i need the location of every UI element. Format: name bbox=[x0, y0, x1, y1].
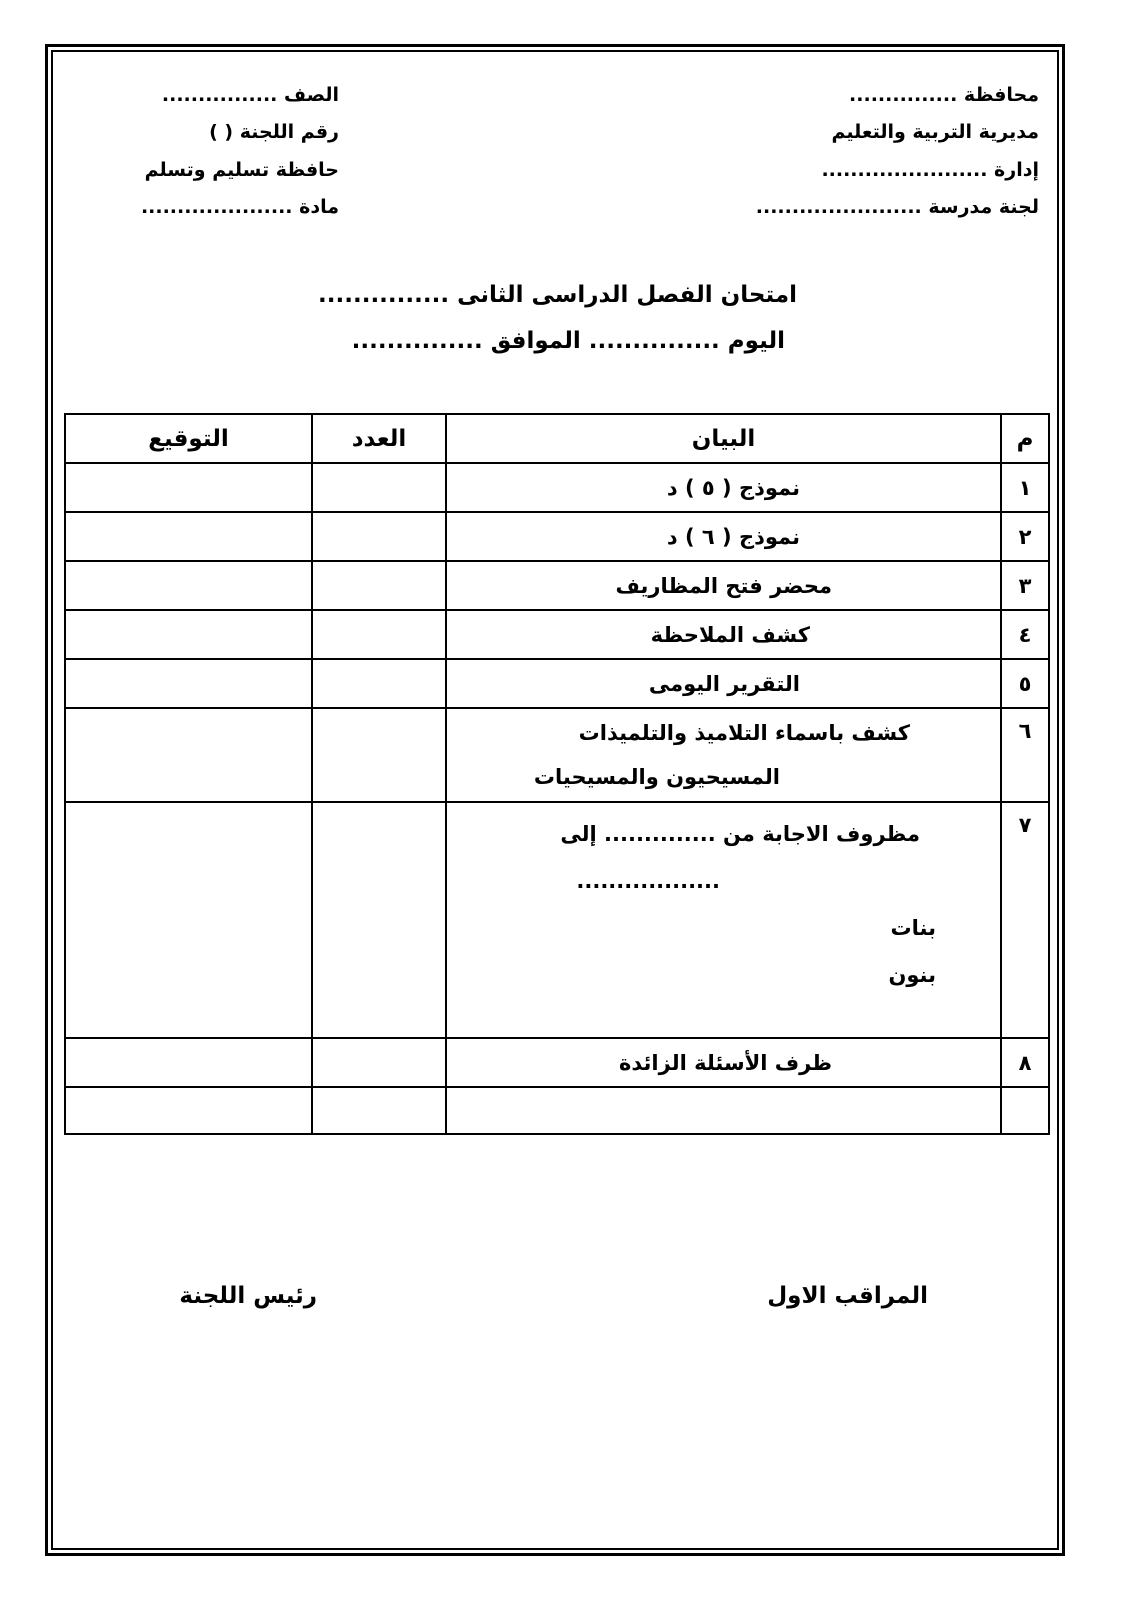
row-statement: كشف باسماء التلاميذ والتلميذات bbox=[578, 721, 910, 745]
table-row bbox=[65, 512, 1049, 561]
row-statement-cell bbox=[446, 708, 1001, 802]
header-index: م bbox=[1001, 414, 1049, 463]
row-statement-cell bbox=[446, 802, 1001, 1038]
table-row bbox=[65, 463, 1049, 512]
row-signature-cell bbox=[65, 463, 312, 512]
row-statement: محضر فتح المظاريف bbox=[446, 561, 1001, 610]
row-statement-line2: المسيحيون والمسيحيات bbox=[533, 765, 780, 789]
table-row bbox=[65, 1038, 1049, 1087]
row-count-cell bbox=[312, 708, 446, 802]
row-statement: نموذج ( ٦ ) د bbox=[446, 512, 1001, 561]
subject-field: مادة ..................... bbox=[140, 196, 339, 218]
row-signature-cell bbox=[65, 610, 312, 659]
row-index: ٨ bbox=[1001, 1038, 1049, 1087]
row-count-cell bbox=[312, 463, 446, 512]
header-signature: التوقيع bbox=[65, 414, 312, 463]
row-signature-cell bbox=[65, 1087, 312, 1134]
row-count-cell bbox=[312, 802, 446, 1038]
exam-title: امتحان الفصل الدراسى الثانى ............... bbox=[318, 282, 797, 308]
row-count-cell bbox=[312, 512, 446, 561]
handover-folder-label: حافظة تسليم وتسلم bbox=[144, 159, 339, 181]
row-index: ٧ bbox=[1001, 802, 1049, 1038]
handover-table bbox=[64, 413, 1050, 1135]
row-signature-cell bbox=[65, 708, 312, 802]
header-statement: البيان bbox=[446, 414, 1001, 463]
row-statement-line2: .................. bbox=[576, 869, 720, 893]
committee-head-signature: رئيس اللجنة bbox=[179, 1283, 317, 1309]
row-signature-cell bbox=[65, 659, 312, 708]
administration-field: إدارة ....................... bbox=[821, 159, 1039, 181]
row-index: ٥ bbox=[1001, 659, 1049, 708]
table-row bbox=[65, 610, 1049, 659]
boys-label: بنون bbox=[888, 963, 936, 987]
row-index: ٢ bbox=[1001, 512, 1049, 561]
row-statement: نموذج ( ٥ ) د bbox=[446, 463, 1001, 512]
row-count-cell bbox=[312, 1038, 446, 1087]
row-count-cell bbox=[312, 610, 446, 659]
row-signature-cell bbox=[65, 561, 312, 610]
row-count-cell bbox=[312, 1087, 446, 1134]
row-index: ٦ bbox=[1001, 708, 1049, 802]
header-count: العدد bbox=[312, 414, 446, 463]
day-date-line: اليوم ............... الموافق ............... bbox=[351, 328, 785, 354]
row-index: ٤ bbox=[1001, 610, 1049, 659]
row-statement-empty bbox=[446, 1087, 1001, 1134]
table-header-row bbox=[65, 414, 1049, 463]
row-signature-cell bbox=[65, 1038, 312, 1087]
table-row bbox=[65, 659, 1049, 708]
directorate-label: مديرية التربية والتعليم bbox=[831, 121, 1039, 143]
row-index: ٣ bbox=[1001, 561, 1049, 610]
grade-field: الصف ................ bbox=[161, 84, 339, 106]
school-committee-field: لجنة مدرسة ....................... bbox=[755, 196, 1039, 218]
row-count-cell bbox=[312, 659, 446, 708]
row-statement: كشف الملاحظة bbox=[446, 610, 1001, 659]
row-count-cell bbox=[312, 561, 446, 610]
girls-label: بنات bbox=[890, 916, 936, 940]
table-row-empty bbox=[65, 1087, 1049, 1134]
row-signature-cell bbox=[65, 802, 312, 1038]
table-row bbox=[65, 708, 1049, 802]
row-statement: مظروف الاجابة من .............. إلى bbox=[560, 822, 920, 846]
row-signature-cell bbox=[65, 512, 312, 561]
row-index: ١ bbox=[1001, 463, 1049, 512]
table-row bbox=[65, 561, 1049, 610]
committee-number-field: رقم اللجنة ( ) bbox=[209, 121, 339, 143]
table-row bbox=[65, 802, 1049, 1038]
governorate-field: محافظة ............... bbox=[849, 84, 1039, 106]
row-statement: ظرف الأسئلة الزائدة bbox=[446, 1038, 1001, 1087]
row-index-empty bbox=[1001, 1087, 1049, 1134]
first-proctor-signature: المراقب الاول bbox=[767, 1283, 928, 1309]
row-statement: التقرير اليومى bbox=[446, 659, 1001, 708]
